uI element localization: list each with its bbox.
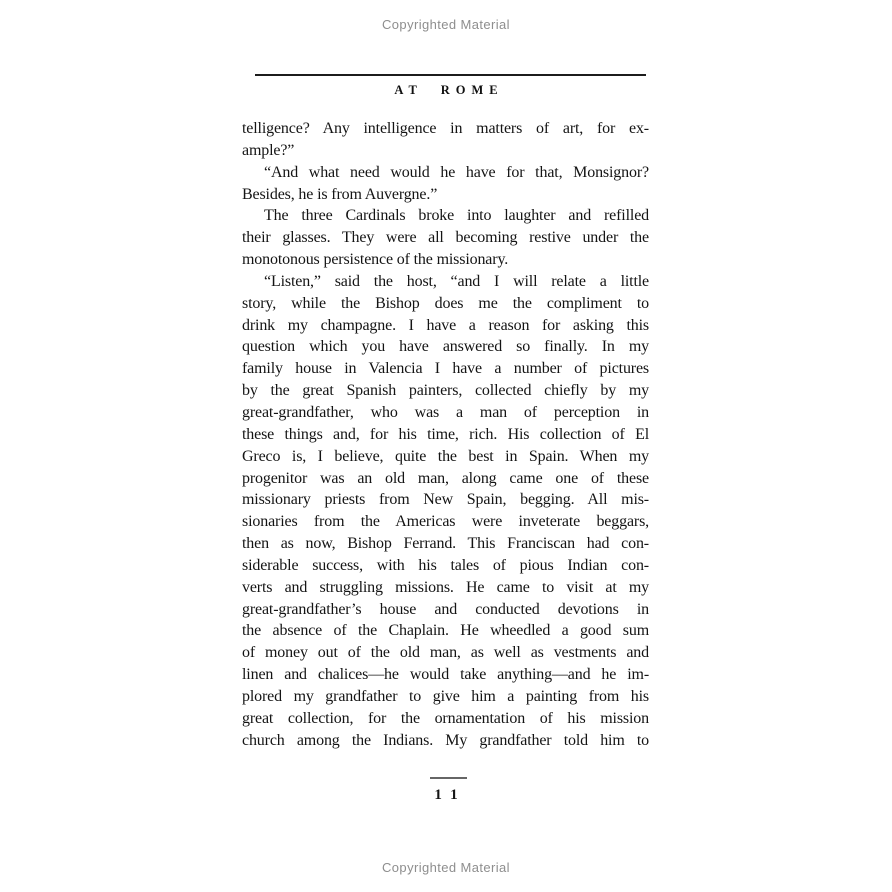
text-line: great collection, for the ornamentation of his mission	[242, 709, 649, 727]
text-line: Greco is, I believe, quite the best in Spain. When my	[242, 447, 649, 465]
text-line: linen and chalices—he would take anything—and he im-	[242, 666, 649, 684]
copyright-watermark-top: Copyrighted Material	[382, 17, 510, 32]
text-line: family house in Valencia I have a number of pictures	[242, 360, 649, 378]
text-line: great-grandfather’s house and conducted devotions in	[242, 600, 649, 618]
text-line: drink my champagne. I have a reason for asking this	[242, 316, 649, 334]
page-number-rule	[430, 777, 467, 779]
text-line: Besides, he is from Auvergne.”	[242, 185, 438, 203]
text-line: then as now, Bishop Ferrand. This Franciscan had con-	[242, 535, 649, 553]
text-line: ample?”	[242, 141, 295, 159]
text-line: of money out of the old man, as well as vestments and	[242, 644, 649, 662]
text-line: their glasses. They were all becoming restive under the	[242, 229, 649, 247]
text-line: question which you have answered so finally. In my	[242, 338, 649, 356]
running-header: AT ROME	[394, 83, 504, 97]
text-line: missionary priests from New Spain, begging. All mis-	[242, 491, 649, 509]
chapter-header-rule	[255, 74, 646, 76]
text-line: verts and struggling missions. He came to visit at my	[242, 578, 649, 596]
text-line: The three Cardinals broke into laughter and refilled	[264, 207, 649, 225]
page-text	[242, 118, 649, 751]
copyright-watermark-bottom: Copyrighted Material	[382, 860, 510, 875]
text-line: by the great Spanish painters, collected chiefly by my	[242, 382, 649, 400]
text-line: great-grandfather, who was a man of perception in	[242, 403, 649, 421]
text-line: plored my grandfather to give him a painting from his	[242, 687, 649, 705]
text-line: progenitor was an old man, along came one of these	[242, 469, 649, 487]
text-line: the absence of the Chaplain. He wheedled a good sum	[242, 622, 649, 640]
text-line: these things and, for his time, rich. His collection of El	[242, 425, 649, 443]
text-line: siderable success, with his tales of pious Indian con-	[242, 556, 649, 574]
text-line: telligence? Any intelligence in matters of art, for ex-	[242, 120, 649, 137]
text-line: monotonous persistence of the missionary.	[242, 251, 509, 269]
page-number: 11	[434, 787, 467, 803]
text-line: sionaries from the Americas were inveterate beggars,	[242, 513, 649, 531]
text-line: story, while the Bishop does me the compliment to	[242, 294, 649, 312]
text-line: “And what need would he have for that, Monsignor?	[264, 163, 649, 181]
text-line: church among the Indians. My grandfather told him to	[242, 731, 649, 749]
text-line: “Listen,” said the host, “and I will relate a little	[264, 272, 649, 290]
